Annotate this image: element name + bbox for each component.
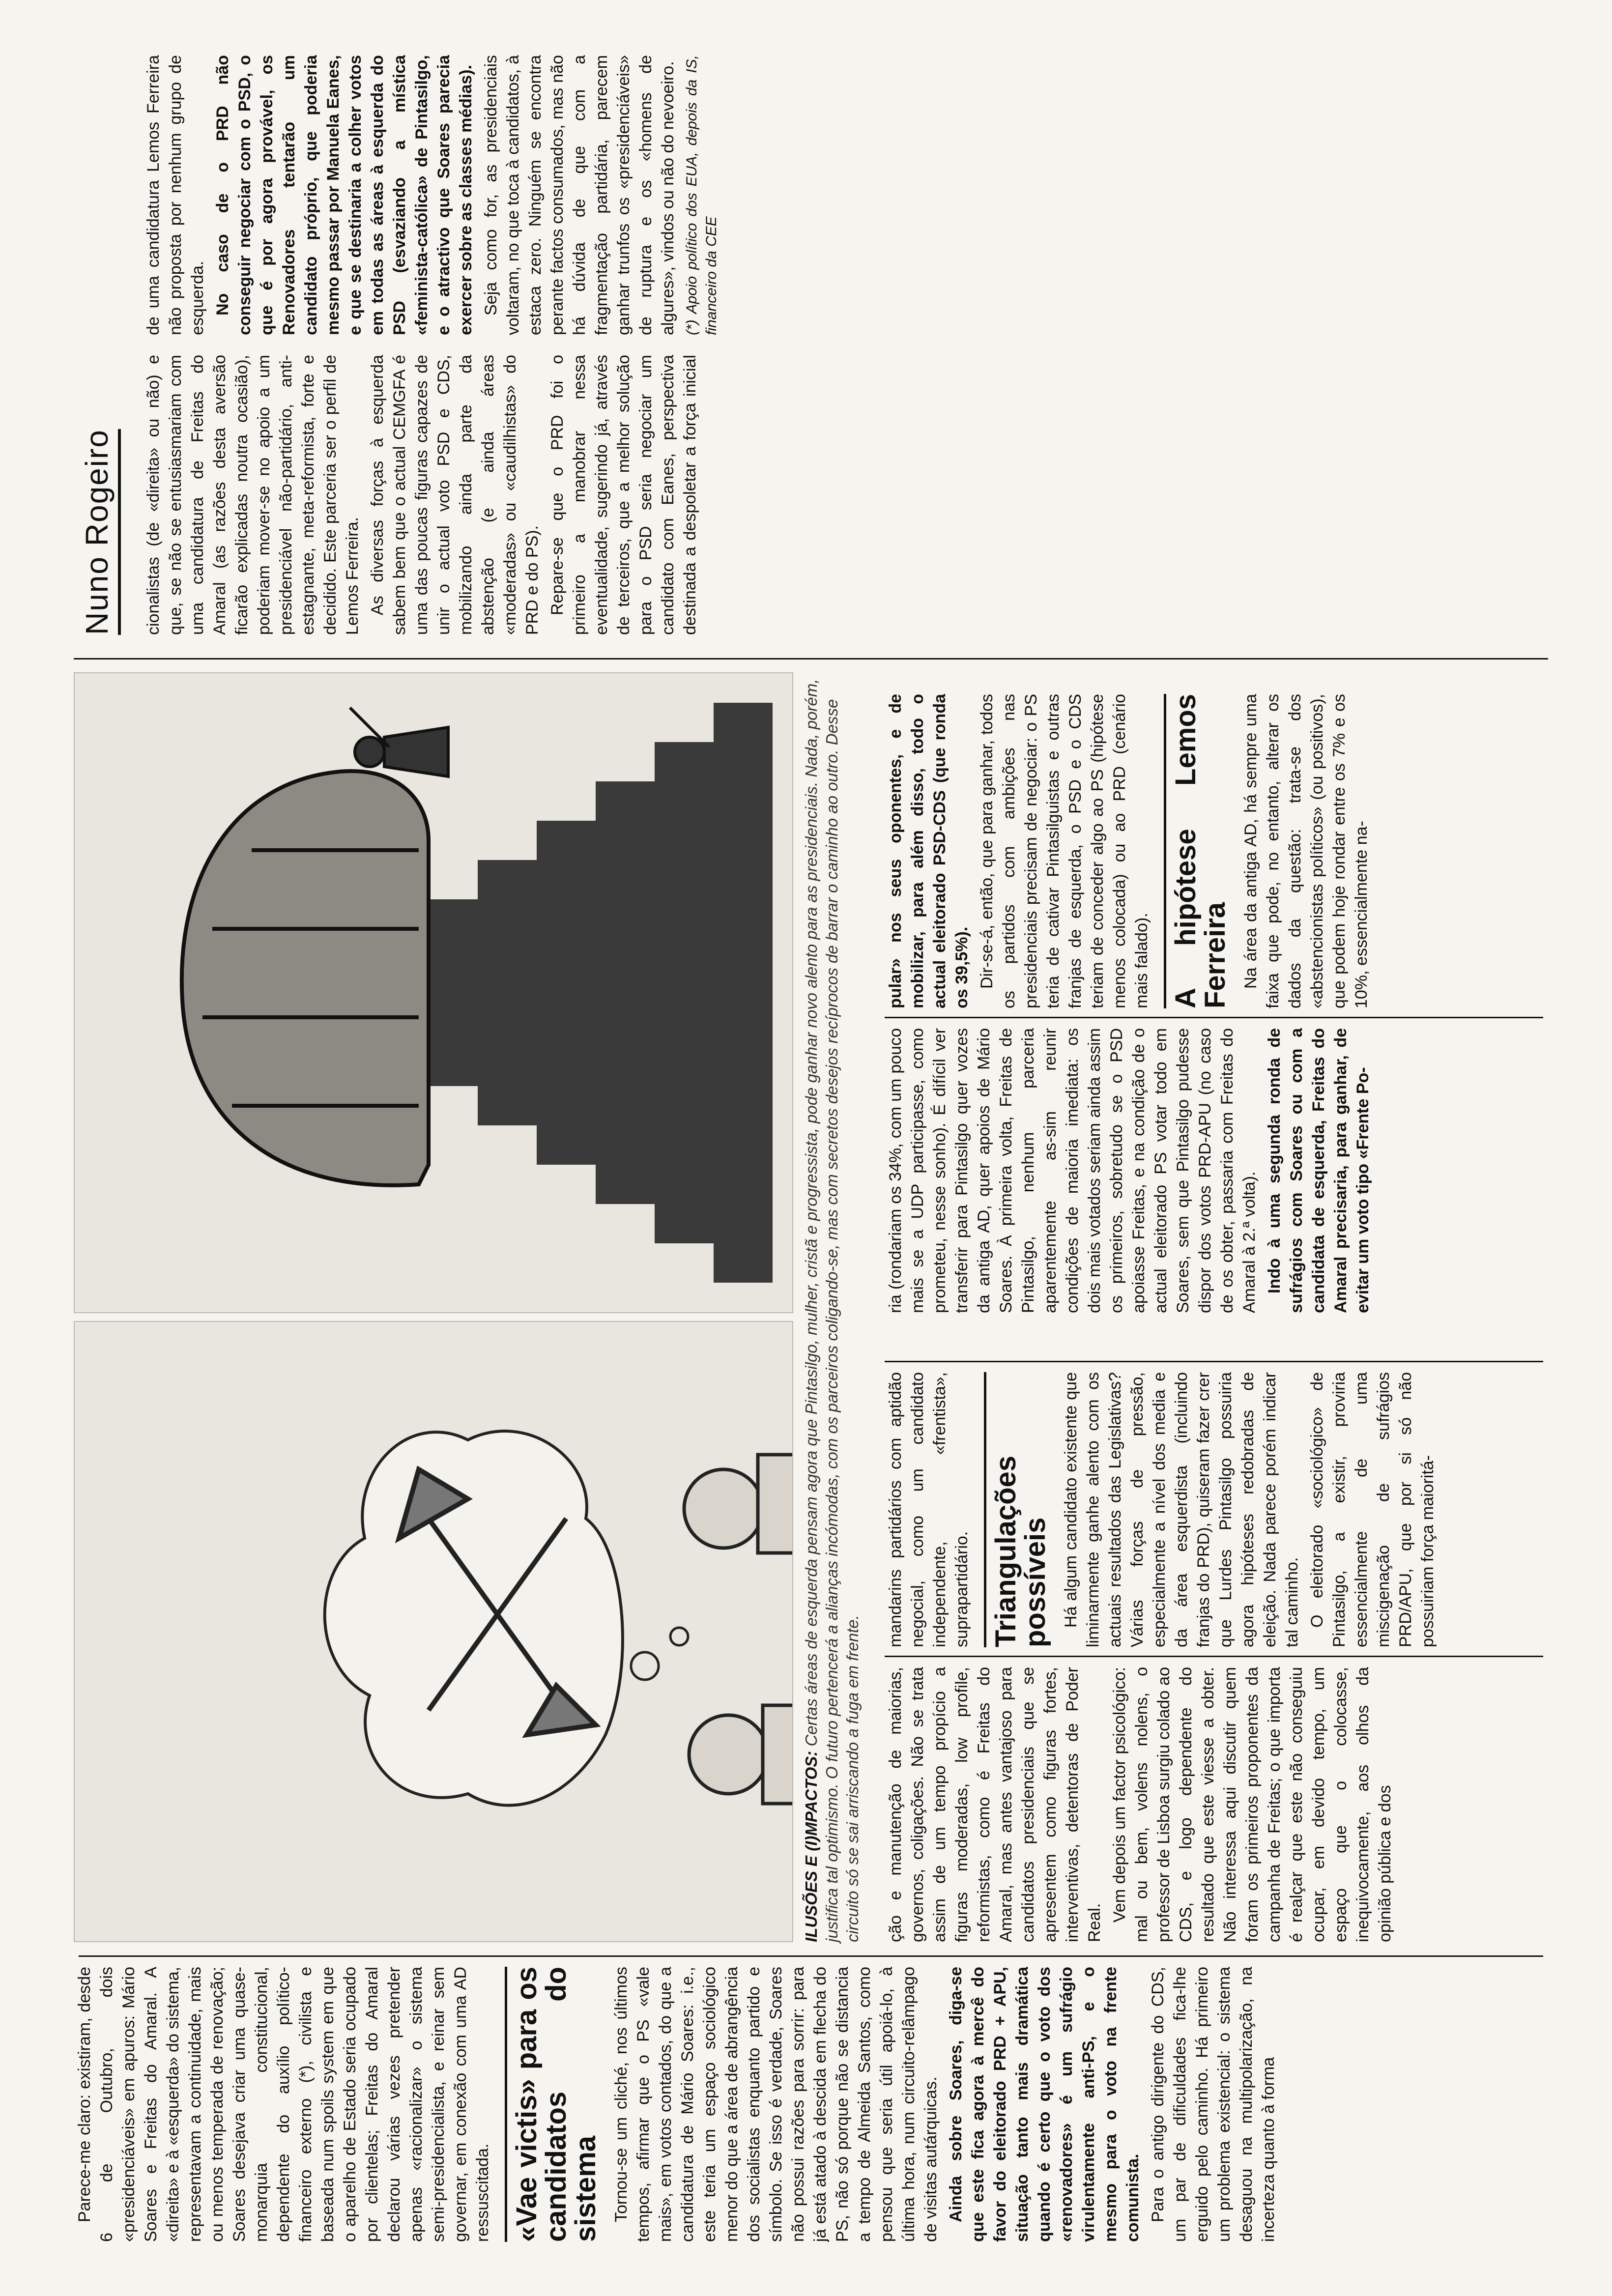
paragraph: Parece-me claro: existiram, desde 6 de Outubro, dois «presidenciáveis» em apuros: Mário Soares e Freitas do Amaral. A «direita» e à «esquerda» do sistema, representavam a continuidade, mais ou menos temperada de renovação; Soares desejava criar uma quase-monarquia constitucional, dependente do auxílio político-financeiro externo (*), civilista e baseada num spoils system em que o aparelho de Estado seria ocupado por clientelas; Freitas do Amaral declarou várias vezes pretender apenas «racionalizar» o sistema semi-presidencialista, e reinar sem governar, em conexão com uma AD ressuscitada. xyxy=(75,1967,492,2242)
article-column-2 xyxy=(885,1667,1548,1942)
thought-cloud xyxy=(325,1431,623,1805)
fist-icon xyxy=(182,771,429,1185)
paragraph: Na área da antiga AD, há sempre uma faixa que pode, no entanto, alterar os dados da questão: trata-se dos «abstencionistas políticos» (ou positivos), que podem hoje rondar entre os 7% e os 10%, essencialmente na- xyxy=(1241,694,1371,1008)
cartoon-illustration-right xyxy=(74,672,793,1313)
paragraph: Dir-se-á, então, que para ganhar, todos os partidos com ambições nas presidenciais precisam de negociar: o PS teria de cativar Pintasilguistas e outras franjas de esquerda, o PSD e o CDS teriam de conceder algo ao PS (hipótese menos colocada) ou ao PRD (cenário mais falado). xyxy=(978,694,1151,1008)
subheading-vae-victis: «Vae victis» para os candidatos do sistema xyxy=(505,1967,601,2242)
staircase xyxy=(419,703,773,1283)
article-column-3 xyxy=(885,1372,1548,1647)
paragraph: mandarins partidários com aptidão negocial, como um candidato independente, «frentista», suprapartidário. xyxy=(886,1372,971,1647)
subheading-lemos-ferreira: A hipótese Lemos Ferreira xyxy=(1164,694,1230,1008)
paragraph: O eleitorado «sociológico» de Pintasilgo, a existir, proviria essencialmente de uma miscigenação de sufrágios PRD/APU, que por si só não possuiriam força maioritá- xyxy=(1308,1372,1437,1647)
paragraph: Ainda sobre Soares, diga-se que este fica agora à mercê do favor do eleitorado PRD + APU, situação tanto mais dramática quando é certo que o voto dos «renovadores» é um sufrágio virulentamente anti-PS, e o mesmo para o voto na frente comunista. xyxy=(947,1967,1142,2242)
paragraph: Tornou-se um cliché, nos últimos tempos, afirmar que o PS «vale mais», em votos contados, do que a candidatura de Mário Soares: i.e., este teria um espaço sociológico menor do que a área de abrangência dos socialistas enquanto partido e símbolo. Se isso é verdade, Soares não possui razões para sorrir: para já está atado à descida em flecha do PS, não só porque não se distancia a tempo de Almeida Santos, como pensou que seria útil apoiá-lo, à última hora, num circuito-relâmpago de visitas autárquicas. xyxy=(612,1967,940,2242)
paragraph: cionalistas (de «direita» ou não) e que, se não se entusiasmariam com uma candidatura de Freitas do Amaral (as razões desta aversão ficarão explicadas noutra ocasião), poderiam mover-se no apoio a um presidenciável não-partidário, anti-estagnante, meta-reformista, forte e decidido. Este parceria ser o perfil de Lemos Ferreira. xyxy=(144,355,362,635)
article-column-4 xyxy=(885,1028,1548,1313)
paragraph: pular» nos seus oponentes, e de mobilizar, para além disso, todo o actual eleitorado PSD-CDS (que ronda os 39,5%). xyxy=(886,694,971,1008)
paragraph: Indo à uma segunda ronda de sufrágios com Soares ou com a candidata de esquerda, Freitas do Amaral precisaria, para ganhar, de evitar um voto tipo «Frente Po- xyxy=(1265,1028,1372,1313)
column-divider xyxy=(885,1361,1543,1362)
woman-figure xyxy=(350,708,448,776)
paragraph: ção e manutenção de maiorias, governos, coligações. Não se trata assim de um tempo propício a figuras moderadas, low profile, reformistas, como é Freitas do Amaral, mas antes vantajoso para candidatos presidenciais que se apresentem como figuras fortes, interventivas, detentoras de Poder Real. xyxy=(886,1667,1104,1942)
paragraph: No caso de o PRD não conseguir negociar com o PSD, o que é por agora provável, os Renovadores tentarão um candidato próprio, que poderia mesmo passar por Manuela Eanes, e que se destinaria a colher votos em todas as áreas à esquerda do PSD (esvaziando a mística «feminista-católica» de Pintasilgo, e o atractivo que Soares parecia exercer sobre as classes médias). xyxy=(213,55,475,335)
column-divider xyxy=(885,1017,1543,1018)
caption-label: ILUSÕES E (I)MPACTOS: xyxy=(802,1751,820,1942)
article-column-1 xyxy=(74,1967,1548,2242)
article-column-5 xyxy=(885,694,1548,1008)
article-column-6 xyxy=(143,55,1548,635)
paragraph: Vem depois um factor psicológico: mal ou bem, volens nolens, o professor de Lisboa surgiu colado ao CDS, e logo dependente do resultado que este viesse a obter. Não interessa aqui discutir quem foram os primeiros proponentes da campanha de Freitas; o que importa é realçar que este não conseguiu ocupar, em devido tempo, um espaço que o colocasse, inequivocamente, aos olhos da opinião pública e dos xyxy=(1110,1667,1394,1942)
paragraph: ria (rondariam os 34%, com um pouco mais se a UDP participasse, como prometeu, nesse sonho). É difícil ver transferir para Pintasilgo quer vozes da antiga AD, quer apoios de Mário Soares. À primeira volta, Freitas de Pintasilgo, nenhum parceria aparentemente as-sim reunir condições de maioria imediata: os dois mais votados seriam ainda assim os primeiros, sobretudo se o PSD apoiasse Freitas, e na condição de o actual eleitorado PS votar todo em Soares, sem que Pintasilgo pudesse dispor dos votos PRD-APU (no caso de os obter, passaria com Freitas do Amaral à 2.ª volta). xyxy=(886,1028,1259,1313)
paragraph: Há algum candidato existente que liminarmente ganhe alento com os actuais resultados das Legislativas? Várias forças de pressão, especialmente a nível dos media e da área esquerdista (incluindo franjas do PRD), quiseram fazer crer que Lurdes Pintasilgo possuiria agora hipóteses redobradas de eleição. Nada parece porém indicar tal caminho. xyxy=(1062,1372,1301,1647)
subheading-triangulacoes: Triangulações possíveis xyxy=(984,1372,1050,1647)
paragraph: Seja como for, as presidenciais voltaram, no que toca à candidatos, à estaca zero. Ninguém se encontra perante factos consumados, mas não há dúvida de que com a fragmentação partidária, parecem ganhar trunfos os «presidenciáveis» de ruptura e os «homens de algures», vindos ou não do nevoeiro. xyxy=(482,55,677,335)
column-divider xyxy=(74,658,1548,660)
cartoon-drawing xyxy=(75,1322,792,1941)
footnote: (*) Apoio político dos EUA, depois da IS, financeiro da CEE xyxy=(684,55,720,335)
column-divider xyxy=(79,1955,1543,1957)
illustration-caption xyxy=(801,664,875,1942)
paragraph: Repare-se que o PRD foi o primeiro a manobrar nessa eventualidade, sugerindo já, através de terceiros, que a melhor solução para o PSD seria negociar um candidato com Eanes, perspectiva destinada a despoletar a força inicial de uma candidatura Lemos Ferreira não proposta por nenhum grupo de esquerda. xyxy=(144,55,699,635)
paragraph: As diversas forças à esquerda sabem bem que o actual CEMGFA é uma das poucas figuras capazes de unir o actual voto PSD e CDS, mobilizando ainda parte da abstenção (e ainda áreas «moderadas» ou «caudilhistas» do PRD e do PS). xyxy=(368,355,542,635)
paragraph: Para o antigo dirigente do CDS, um par de dificuldades fica-lhe erguido pelo caminho. Há primeiro um problema existencial: o sistema desaguou na multipolarização, na incerteza quanto à forma xyxy=(1149,1967,1278,2242)
caption-text: Certas áreas de esquerda pensam agora que Pintasilgo, mulher, cristã e progressista, pode ganhar novo alento para as presidenciais. Nada, porém, justifica tal optimismo. O futuro pertencerá a alianças incómodas, com os parceiros coligando-se, mas com secretos desejos recíprocos de barrar o caminho ao outro. Desse circuito só se sai arriscando a fuga em frente. xyxy=(802,679,862,1942)
cartoon-illustration-left xyxy=(74,1321,793,1942)
cartoon-drawing xyxy=(75,673,792,1312)
author-byline: Nuno Rogeiro xyxy=(79,429,121,635)
cartoon-figures xyxy=(684,1455,792,1804)
column-divider xyxy=(885,1656,1543,1657)
